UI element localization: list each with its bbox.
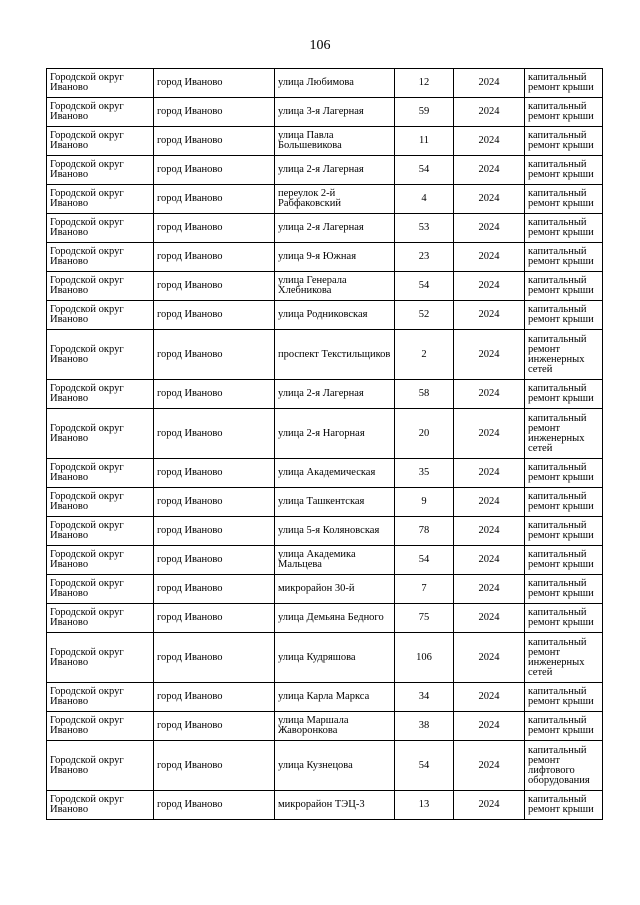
street-cell: улица Демьяна Бедного	[275, 604, 395, 633]
table-row	[47, 633, 603, 683]
okrug-cell: Городской округ Иваново	[47, 185, 154, 214]
street-cell: улица Ташкентская	[275, 488, 395, 517]
house-number-cell: 54	[395, 272, 454, 301]
house-number-cell: 34	[395, 683, 454, 712]
work-type-cell: капитальный ремонт лифтового оборудования	[525, 741, 603, 791]
year-cell: 2024	[454, 488, 525, 517]
year-cell: 2024	[454, 243, 525, 272]
house-number-cell: 75	[395, 604, 454, 633]
city-cell: город Иваново	[154, 488, 275, 517]
street-cell: улица Кузнецова	[275, 741, 395, 791]
street-cell: улица Академическая	[275, 459, 395, 488]
table-row	[47, 712, 603, 741]
street-cell: улица 2-я Лагерная	[275, 380, 395, 409]
table-row	[47, 380, 603, 409]
okrug-cell: Городской округ Иваново	[47, 546, 154, 575]
okrug-cell: Городской округ Иваново	[47, 272, 154, 301]
street-cell: улица Генерала Хлебникова	[275, 272, 395, 301]
okrug-cell: Городской округ Иваново	[47, 330, 154, 380]
okrug-cell: Городской округ Иваново	[47, 712, 154, 741]
year-cell: 2024	[454, 272, 525, 301]
okrug-cell: Городской округ Иваново	[47, 69, 154, 98]
work-type-cell: капитальный ремонт крыши	[525, 488, 603, 517]
okrug-cell: Городской округ Иваново	[47, 98, 154, 127]
year-cell: 2024	[454, 683, 525, 712]
year-cell: 2024	[454, 127, 525, 156]
house-number-cell: 106	[395, 633, 454, 683]
repair-schedule-table	[46, 68, 603, 820]
table-row	[47, 330, 603, 380]
work-type-cell: капитальный ремонт инженерных сетей	[525, 409, 603, 459]
table-row	[47, 214, 603, 243]
table-row	[47, 98, 603, 127]
table-row	[47, 683, 603, 712]
table-body	[47, 69, 603, 820]
year-cell: 2024	[454, 98, 525, 127]
house-number-cell: 20	[395, 409, 454, 459]
street-cell: улица 2-я Лагерная	[275, 156, 395, 185]
work-type-cell: капитальный ремонт крыши	[525, 683, 603, 712]
city-cell: город Иваново	[154, 604, 275, 633]
city-cell: город Иваново	[154, 98, 275, 127]
street-cell: улица Карла Маркса	[275, 683, 395, 712]
table-row	[47, 791, 603, 820]
work-type-cell: капитальный ремонт инженерных сетей	[525, 330, 603, 380]
city-cell: город Иваново	[154, 575, 275, 604]
house-number-cell: 23	[395, 243, 454, 272]
okrug-cell: Городской округ Иваново	[47, 380, 154, 409]
work-type-cell: капитальный ремонт крыши	[525, 272, 603, 301]
city-cell: город Иваново	[154, 380, 275, 409]
okrug-cell: Городской округ Иваново	[47, 575, 154, 604]
okrug-cell: Городской округ Иваново	[47, 683, 154, 712]
year-cell: 2024	[454, 459, 525, 488]
year-cell: 2024	[454, 517, 525, 546]
okrug-cell: Городской округ Иваново	[47, 459, 154, 488]
okrug-cell: Городской округ Иваново	[47, 301, 154, 330]
city-cell: город Иваново	[154, 633, 275, 683]
street-cell: улица 9-я Южная	[275, 243, 395, 272]
house-number-cell: 38	[395, 712, 454, 741]
city-cell: город Иваново	[154, 330, 275, 380]
table-row	[47, 459, 603, 488]
table-row	[47, 301, 603, 330]
year-cell: 2024	[454, 604, 525, 633]
work-type-cell: капитальный ремонт крыши	[525, 791, 603, 820]
work-type-cell: капитальный ремонт инженерных сетей	[525, 633, 603, 683]
year-cell: 2024	[454, 380, 525, 409]
city-cell: город Иваново	[154, 272, 275, 301]
work-type-cell: капитальный ремонт крыши	[525, 185, 603, 214]
work-type-cell: капитальный ремонт крыши	[525, 380, 603, 409]
city-cell: город Иваново	[154, 243, 275, 272]
page-number: 106	[309, 38, 331, 53]
okrug-cell: Городской округ Иваново	[47, 633, 154, 683]
work-type-cell: капитальный ремонт крыши	[525, 712, 603, 741]
city-cell: город Иваново	[154, 214, 275, 243]
street-cell: улица 2-я Лагерная	[275, 214, 395, 243]
okrug-cell: Городской округ Иваново	[47, 156, 154, 185]
table-row	[47, 243, 603, 272]
house-number-cell: 53	[395, 214, 454, 243]
street-cell: улица Академика Мальцева	[275, 546, 395, 575]
house-number-cell: 52	[395, 301, 454, 330]
year-cell: 2024	[454, 633, 525, 683]
street-cell: улица Кудряшова	[275, 633, 395, 683]
street-cell: улица Любимова	[275, 69, 395, 98]
house-number-cell: 59	[395, 98, 454, 127]
street-cell: улица 2-я Нагорная	[275, 409, 395, 459]
work-type-cell: капитальный ремонт крыши	[525, 301, 603, 330]
work-type-cell: капитальный ремонт крыши	[525, 98, 603, 127]
okrug-cell: Городской округ Иваново	[47, 488, 154, 517]
okrug-cell: Городской округ Иваново	[47, 243, 154, 272]
house-number-cell: 35	[395, 459, 454, 488]
city-cell: город Иваново	[154, 712, 275, 741]
year-cell: 2024	[454, 69, 525, 98]
okrug-cell: Городской округ Иваново	[47, 517, 154, 546]
okrug-cell: Городской округ Иваново	[47, 604, 154, 633]
year-cell: 2024	[454, 712, 525, 741]
table-row	[47, 69, 603, 98]
street-cell: микрорайон ТЭЦ-3	[275, 791, 395, 820]
work-type-cell: капитальный ремонт крыши	[525, 214, 603, 243]
city-cell: город Иваново	[154, 683, 275, 712]
work-type-cell: капитальный ремонт крыши	[525, 459, 603, 488]
year-cell: 2024	[454, 409, 525, 459]
work-type-cell: капитальный ремонт крыши	[525, 604, 603, 633]
city-cell: город Иваново	[154, 69, 275, 98]
table-row	[47, 575, 603, 604]
city-cell: город Иваново	[154, 301, 275, 330]
okrug-cell: Городской округ Иваново	[47, 791, 154, 820]
work-type-cell: капитальный ремонт крыши	[525, 156, 603, 185]
street-cell: микрорайон 30-й	[275, 575, 395, 604]
year-cell: 2024	[454, 156, 525, 185]
okrug-cell: Городской округ Иваново	[47, 214, 154, 243]
okrug-cell: Городской округ Иваново	[47, 127, 154, 156]
city-cell: город Иваново	[154, 791, 275, 820]
table-row	[47, 156, 603, 185]
work-type-cell: капитальный ремонт крыши	[525, 243, 603, 272]
street-cell: улица Павла Большевикова	[275, 127, 395, 156]
city-cell: город Иваново	[154, 156, 275, 185]
house-number-cell: 58	[395, 380, 454, 409]
year-cell: 2024	[454, 301, 525, 330]
house-number-cell: 54	[395, 741, 454, 791]
house-number-cell: 13	[395, 791, 454, 820]
city-cell: город Иваново	[154, 127, 275, 156]
year-cell: 2024	[454, 791, 525, 820]
year-cell: 2024	[454, 575, 525, 604]
table-row	[47, 185, 603, 214]
year-cell: 2024	[454, 214, 525, 243]
work-type-cell: капитальный ремонт крыши	[525, 575, 603, 604]
table-row	[47, 127, 603, 156]
city-cell: город Иваново	[154, 409, 275, 459]
street-cell: улица Родниковская	[275, 301, 395, 330]
year-cell: 2024	[454, 330, 525, 380]
house-number-cell: 11	[395, 127, 454, 156]
street-cell: улица Маршала Жаворонкова	[275, 712, 395, 741]
table-row	[47, 546, 603, 575]
city-cell: город Иваново	[154, 185, 275, 214]
city-cell: город Иваново	[154, 546, 275, 575]
house-number-cell: 4	[395, 185, 454, 214]
house-number-cell: 54	[395, 156, 454, 185]
table-row	[47, 741, 603, 791]
house-number-cell: 9	[395, 488, 454, 517]
okrug-cell: Городской округ Иваново	[47, 409, 154, 459]
okrug-cell: Городской округ Иваново	[47, 741, 154, 791]
work-type-cell: капитальный ремонт крыши	[525, 546, 603, 575]
table-row	[47, 272, 603, 301]
table-row	[47, 488, 603, 517]
city-cell: город Иваново	[154, 517, 275, 546]
house-number-cell: 7	[395, 575, 454, 604]
work-type-cell: капитальный ремонт крыши	[525, 69, 603, 98]
street-cell: проспект Текстильщиков	[275, 330, 395, 380]
year-cell: 2024	[454, 546, 525, 575]
house-number-cell: 54	[395, 546, 454, 575]
work-type-cell: капитальный ремонт крыши	[525, 127, 603, 156]
house-number-cell: 12	[395, 69, 454, 98]
city-cell: город Иваново	[154, 741, 275, 791]
city-cell: город Иваново	[154, 459, 275, 488]
table-row	[47, 517, 603, 546]
table-row	[47, 409, 603, 459]
year-cell: 2024	[454, 741, 525, 791]
work-type-cell: капитальный ремонт крыши	[525, 517, 603, 546]
house-number-cell: 2	[395, 330, 454, 380]
street-cell: переулок 2-й Рабфаковский	[275, 185, 395, 214]
street-cell: улица 5-я Коляновская	[275, 517, 395, 546]
house-number-cell: 78	[395, 517, 454, 546]
table-row	[47, 604, 603, 633]
year-cell: 2024	[454, 185, 525, 214]
street-cell: улица 3-я Лагерная	[275, 98, 395, 127]
